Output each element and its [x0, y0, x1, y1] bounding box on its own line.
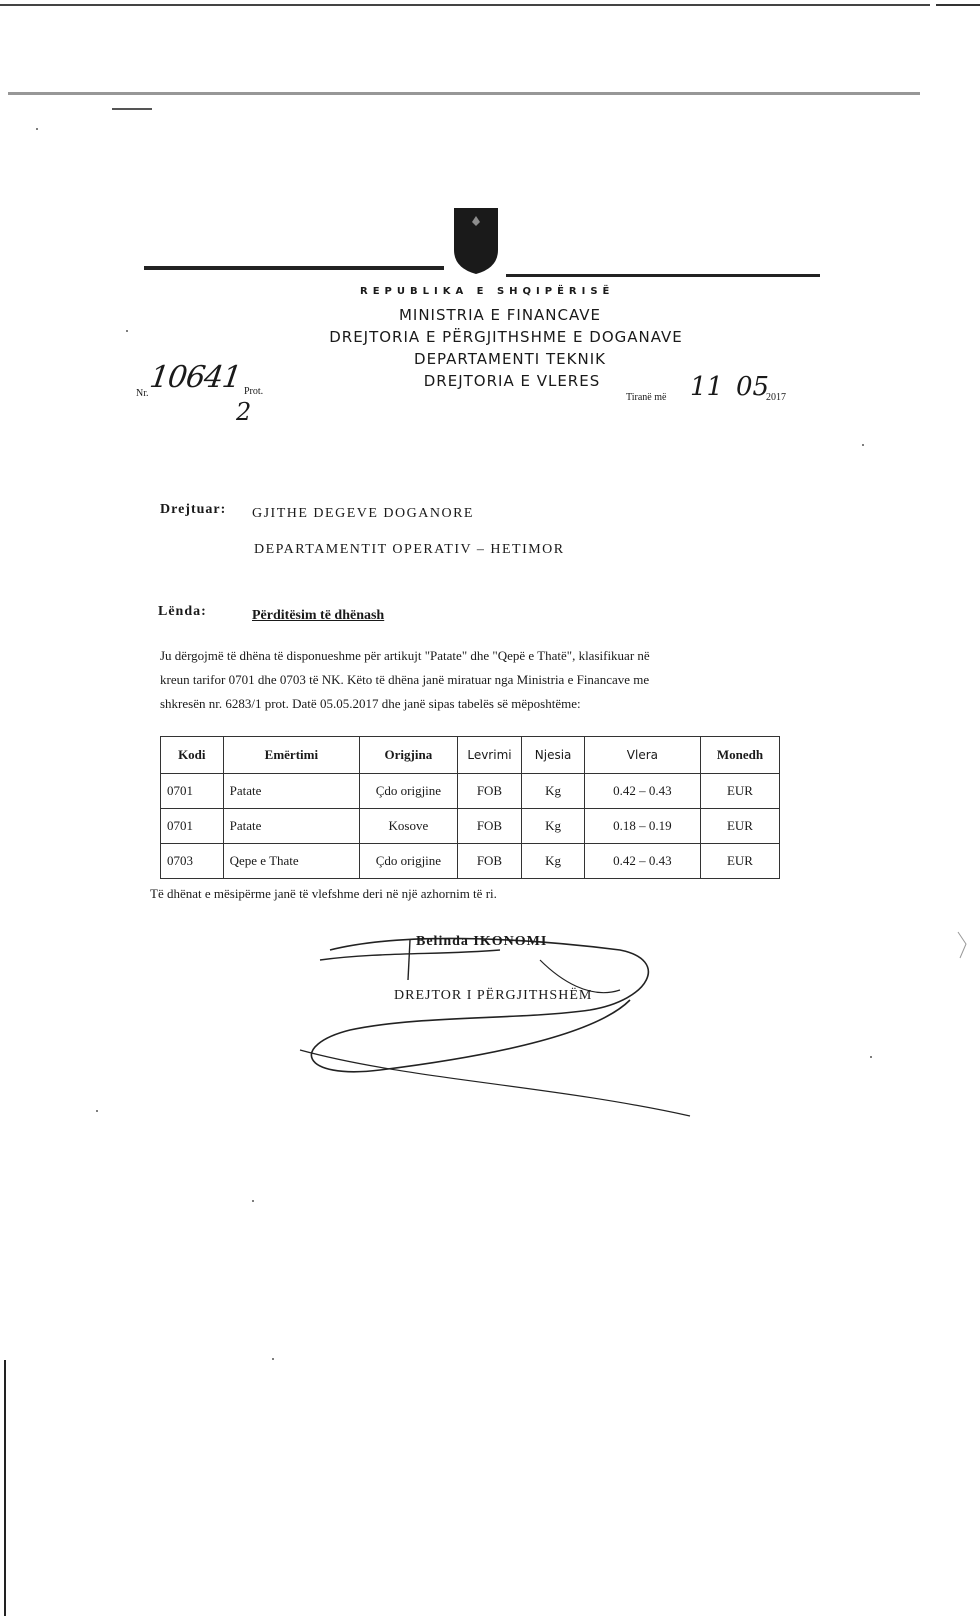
- scan-fold-line: [8, 92, 920, 95]
- scan-border-line: [936, 4, 980, 6]
- scan-speck: [252, 1200, 254, 1202]
- table-row: [161, 774, 780, 809]
- cell-value: 0.18 – 0.19: [584, 809, 700, 844]
- coat-of-arms-emblem: [452, 206, 500, 276]
- cell-unit: Kg: [522, 844, 585, 879]
- cell-currency: EUR: [700, 809, 779, 844]
- cell-code: 0703: [161, 844, 224, 879]
- body-line: shkresën nr. 6283/1 prot. Datë 05.05.2017 dhe janë sipas tabelës së mëposhtëme:: [160, 696, 581, 711]
- cell-name: Qepe e Thate: [223, 844, 360, 879]
- cell-origin: Çdo origjine: [360, 844, 458, 879]
- department-name: DEPARTAMENTI TEKNIK: [414, 350, 606, 368]
- column-header: Njesia: [522, 737, 585, 774]
- protocol-sub: 2: [236, 398, 252, 426]
- directorate-general-name: DREJTORIA E PËRGJITHSHME E DOGANAVE: [329, 328, 683, 346]
- handwritten-signature: [290, 920, 710, 1120]
- values-table: [160, 736, 780, 879]
- cell-origin: Çdo origjine: [360, 774, 458, 809]
- scan-speck: [126, 330, 128, 332]
- body-paragraph: [160, 644, 792, 716]
- protocol-no-prefix: Nr.: [136, 388, 149, 399]
- subject-label: Lënda:: [158, 604, 207, 619]
- cell-delivery: FOB: [457, 809, 522, 844]
- cell-code: 0701: [161, 774, 224, 809]
- protocol-block: [136, 360, 296, 430]
- column-header: Emërtimi: [223, 737, 360, 774]
- header-rule: [144, 266, 444, 270]
- cell-name: Patate: [223, 809, 360, 844]
- pen-mark: [112, 108, 152, 110]
- addressee-label: Drejtuar:: [160, 502, 227, 517]
- validity-note: Të dhënat e mësipërme janë të vlefshme deri në një azhornim të ri.: [150, 886, 497, 901]
- signatory-title: DREJTOR I PËRGJITHSHËM: [394, 988, 593, 1003]
- date-year: 2017: [766, 392, 786, 403]
- cell-name: Patate: [223, 774, 360, 809]
- scan-speck: [870, 1056, 872, 1058]
- table-header-row: [161, 737, 780, 774]
- cell-unit: Kg: [522, 774, 585, 809]
- table-row: [161, 844, 780, 879]
- scan-border-line: [4, 1360, 6, 1616]
- scan-border-line: [0, 4, 930, 6]
- cell-unit: Kg: [522, 809, 585, 844]
- protocol-number: 10641: [147, 360, 243, 395]
- signatory-name: Belinda IKONOMI: [416, 934, 548, 949]
- column-header: Origjina: [360, 737, 458, 774]
- column-header: Vlera: [584, 737, 700, 774]
- cell-currency: EUR: [700, 774, 779, 809]
- cell-value: 0.42 – 0.43: [584, 844, 700, 879]
- column-header: Monedh: [700, 737, 779, 774]
- ministry-name: MINISTRIA E FINANCAVE: [398, 306, 602, 324]
- cell-delivery: FOB: [457, 844, 522, 879]
- column-header: Kodi: [161, 737, 224, 774]
- header-rule: [506, 274, 820, 277]
- body-line: Ju dërgojmë të dhëna të disponueshme për artikujt "Patate" dhe "Qepë e Thatë", klasifikuar në: [160, 648, 650, 663]
- column-header: Levrimi: [457, 737, 522, 774]
- addressee-line: GJITHE DEGEVE DOGANORE: [252, 506, 474, 521]
- date-month: 05: [736, 372, 770, 402]
- scan-speck: [272, 1358, 274, 1360]
- scan-speck: [862, 444, 864, 446]
- cell-value: 0.42 – 0.43: [584, 774, 700, 809]
- protocol-label: Prot.: [244, 386, 264, 397]
- directorate-name: DREJTORIA E VLERES: [423, 372, 601, 390]
- cell-code: 0701: [161, 809, 224, 844]
- addressee-line: DEPARTAMENTIT OPERATIV – HETIMOR: [254, 542, 565, 557]
- date-day: 11: [690, 372, 724, 402]
- date-prefix: Tiranë më: [626, 392, 667, 403]
- cell-delivery: FOB: [457, 774, 522, 809]
- cell-origin: Kosove: [360, 809, 458, 844]
- pen-mark: [956, 930, 968, 960]
- subject-value: Përditësim të dhënash: [252, 608, 385, 623]
- cell-currency: EUR: [700, 844, 779, 879]
- scan-speck: [36, 128, 38, 130]
- body-line: kreun tarifor 0701 dhe 0703 të NK. Këto të dhëna janë miratuar nga Ministria e Financave me: [160, 672, 650, 687]
- republic-title: REPUBLIKA E SHQIPËRISË: [360, 286, 615, 297]
- table-row: [161, 809, 780, 844]
- scan-speck: [96, 1110, 98, 1112]
